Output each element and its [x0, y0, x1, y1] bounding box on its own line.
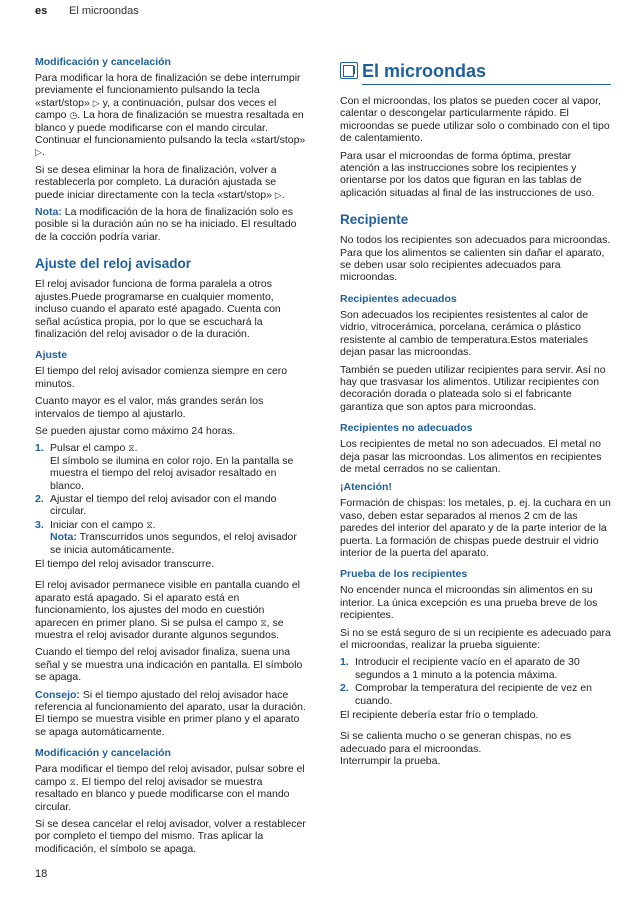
prueba-heading: Prueba de los recipientes [340, 568, 468, 581]
ajuste-result: El tiempo del reloj avisador transcurre. [35, 558, 215, 570]
microwave-heading [340, 60, 611, 85]
mod1-heading: Modificación y cancelación [35, 56, 171, 68]
mod2-paragraph-1: Para modificar el tiempo del reloj avisador, pulsar sobre el campo ⧖. El tiempo del reloj avisador se muestra resaltado en blanco y puede modificarse con el mando circular. [35, 763, 305, 813]
list-item: 1. Introducir el recipiente vacío en el aparato de 30 segundos a 1 minuto a la potencia máxima. [340, 656, 580, 681]
hourglass-icon: ⧖ [69, 776, 76, 787]
list-item: 2. Ajustar el tiempo del reloj avisador con el mando circular. [35, 492, 277, 518]
microwave-paragraph-1: Con el microondas, los platos se pueden cocer al vapor, calentar o descongelar particularmente rápido. El microondas se puede utilizar solo o combinado con el tipo de calentamiento. [340, 95, 610, 145]
mod1-paragraph-2: Si se desea eliminar la hora de finalización, volver a restablecerla por completo. La duración ajustada se puede iniciar directamente con la tecla «start/stop» ▷. [35, 163, 285, 201]
language-code: es [35, 5, 48, 17]
no-adecuados-heading: Recipientes no adecuados [340, 422, 473, 435]
ajuste-heading: Ajuste [35, 349, 68, 362]
left-column [35, 56, 306, 860]
ajuste-steps [35, 442, 306, 556]
page-number: 18 [35, 868, 48, 880]
prueba-paragraph-1: No encender nunca el microondas sin alimentos en su interior. La única excepción es una prueba breve de los recipientes. [340, 584, 598, 622]
prueba-result: El recipiente debería estar frío o templado. [340, 709, 539, 722]
ajuste-tip: Consejo: Si el tiempo ajustado del reloj avisador hace referencia al funcionamiento del aparato, usar la duración. El tiempo se muestra visible en primer plano y el aparato se apaga automáticamente. [35, 688, 306, 738]
ajuste-paragraph-3: Se pueden ajustar como máximo 24 horas. [35, 424, 236, 437]
hourglass-icon: ⧖ [146, 519, 153, 530]
ajuste-paragraph-5: Cuando el tiempo del reloj avisador finaliza, suena una señal y se muestra una indicación en pantalla. El símbolo se apaga. [35, 646, 303, 684]
list-item: 1. Pulsar el campo ⧖. El símbolo se ilumina en color rojo. En la pantalla se muestra el tiempo del reloj avisador resaltado en blanco. [35, 442, 294, 492]
mod2-paragraph-2: Si se desea cancelar el reloj avisador, volver a restablecer por completo el tiempo del mismo. Tras aplicar la modificación, el símbolo se apaga. [35, 817, 306, 855]
attention-paragraph: Formación de chispas: los metales, p. ej. la cuchara en un vaso, deben estar separados al menos 2 cm de las paredes del interior del aparato y de la parte interior de la puerta. La formación de chispas puede destruir el vidrio interior de la puerta del aparato. [340, 497, 611, 559]
adecuados-paragraph-1: Son adecuados los recipientes resistentes al calor de vidrio, vitrocerámica, porcelana, cerámica o plástico resistente al cambio de temperatura.Estos materiales dejan pasar las microondas. [340, 308, 589, 359]
mod1-paragraph-1: Para modificar la hora de finalización se debe interrumpir previamente el funcionamiento pulsando la tecla «start/stop» ▷ y, a continuación, pulsar dos veces el campo ◷. La hora de finalización se muestra resaltada en blanco y puede modificarse con el mando circular. Continuar el funcionamiento pulsando la tecla «start/stop» ▷. [35, 72, 306, 159]
mod2-heading: Modificación y cancelación [35, 747, 171, 760]
microwave-paragraph-2: Para usar el microondas de forma óptima, prestar atención a las instrucciones sobre los recipientes y orientarse por los datos que figuran en las tablas de aplicación situadas al final de las instrucciones de uso. [340, 149, 595, 199]
ajuste-paragraph-4: El reloj avisador permanece visible en pantalla cuando el aparato está apagado. Si el aparato está en funcionamiento, los ajustes del modo en cuestión aparecen en primer plano. Si se pulsa el campo ⧖, se muestra el reloj avisador durante algunos segundos. [35, 579, 300, 642]
end-time-clock-icon: ◷ [69, 110, 78, 121]
page-header [35, 0, 603, 20]
right-column [340, 56, 611, 773]
adecuados-heading: Recipientes adecuados [340, 292, 457, 305]
start-stop-icon: ▷ [274, 189, 282, 200]
no-adecuados-paragraph: Los recipientes de metal no son adecuados. El metal no deja pasar las microondas. Los alimentos en recipientes de metal cerrados no se calientan. [340, 438, 602, 475]
prueba-paragraph-2: Si no se está seguro de si un recipiente es adecuado para el microondas, realizar la prueba siguiente: [340, 626, 611, 651]
start-stop-icon: ▷ [92, 97, 100, 108]
list-item: 2. Comprobar la temperatura del recipiente de vez en cuando. [340, 682, 592, 707]
ajuste-paragraph-2: Cuanto mayor es el valor, más grandes serán los intervalos de tiempo al ajustarlo. [35, 395, 264, 420]
recipiente-heading: Recipiente [340, 212, 409, 228]
ajuste-paragraph-1: El tiempo del reloj avisador comienza siempre en cero minutos. [35, 365, 288, 390]
hourglass-icon: ⧖ [260, 617, 267, 628]
prueba-steps [340, 656, 611, 707]
prueba-paragraph-4: Interrumpir la prueba. [340, 755, 441, 768]
adecuados-paragraph-2: También se pueden utilizar recipientes para servir. Así no hay que trasvasar los alimentos. Utilizar recipientes con decoración dorada o plateada solo si el fabricante garantiza que son aptos para microondas. [340, 363, 606, 413]
list-item: 3. Iniciar con el campo ⧖. Nota: Transcurridos unos segundos, el reloj avisador se inicia automáticamente. [35, 518, 297, 556]
hourglass-icon: ⧖ [128, 443, 135, 454]
microwave-title: El microondas [362, 60, 611, 85]
mod1-note: Nota: La modificación de la hora de finalización solo es posible si la duración aún no se ha iniciado. El resultado de la cocción podría variar. [35, 206, 297, 243]
prueba-paragraph-3: Si se calienta mucho o se generan chispas, no es adecuado para el microondas. [340, 730, 572, 755]
timer-heading: Ajuste del reloj avisador [35, 256, 192, 272]
start-stop-icon: ▷ [35, 147, 42, 158]
recipiente-paragraph: No todos los recipientes son adecuados para microondas. Para que los alimentos se calienten sin dañar el aparato, se deben usar solo recipientes adecuados para microondas. [340, 234, 611, 284]
section-title: El microondas [69, 5, 139, 17]
attention-heading: ¡Atención! [340, 481, 392, 494]
timer-paragraph: El reloj avisador funciona de forma paralela a otros ajustes.Puede programarse en cualquier momento, incluso cuando el aparato esté apagado. Cuenta con señal acústica propia, por lo que se escuchará la finalización del reloj avisador o de la duración. [35, 278, 281, 340]
microwave-icon [340, 62, 358, 79]
